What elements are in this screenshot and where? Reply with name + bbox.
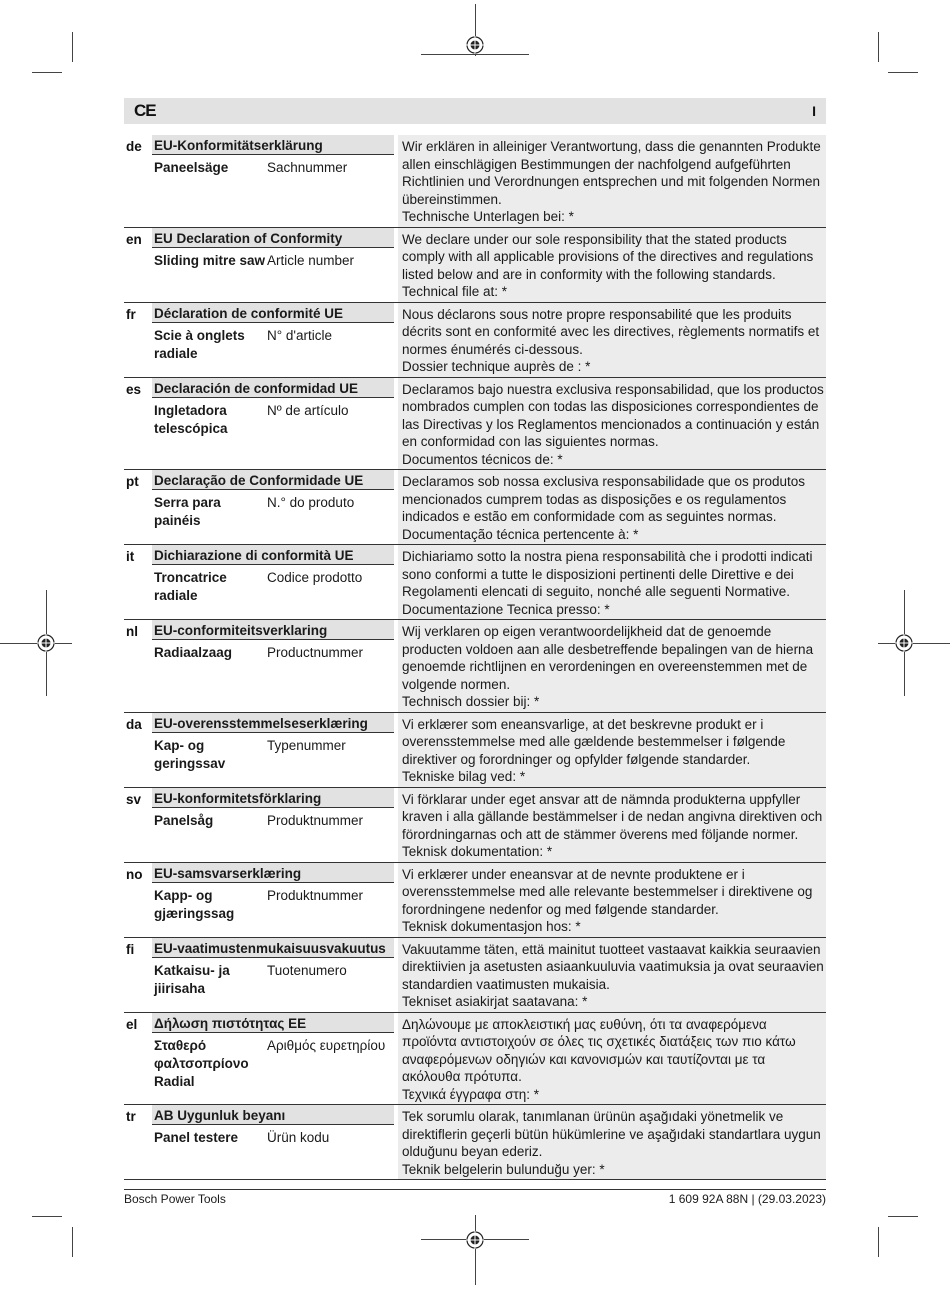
technical-file-text: Documentos técnicos de: * [402,451,563,467]
product-line [152,1125,394,1153]
product-line [152,248,394,276]
declaration-title: Déclaration de conformité UE [152,303,394,323]
language-code: en [126,231,142,247]
declaration-row [124,135,826,228]
declaration-table [124,135,826,1180]
declaration-text-block [398,863,826,937]
declaration-title: EU-overensstemmelseserklæring [152,713,394,733]
declaration-left [152,378,394,470]
declaration-text-block [398,303,826,377]
product-line [152,565,394,611]
declaration-text: Tek sorumlu olarak, tanımlanan ürünün aşağıdaki yönetmelik ve direktiflerin geçerli bütün hükümlerine ve aşağıdaki standartlara uygun olduğunu beyan ederiz. [402,1109,821,1159]
declaration-title: Dichiarazione di conformità UE [152,545,394,565]
declaration-text: Wij verklaren op eigen verantwoordelijkheid dat de genoemde producten voldoen aan alle desbetreffende bepalingen van de hierna genoemde richtlijnen en verordeningen en overeenstemmen met de volgende normen. [402,624,814,692]
footer-publisher: Bosch Power Tools [124,1192,226,1206]
declaration-text-block [398,713,826,787]
language-code: no [126,866,143,882]
product-line [152,640,394,668]
declaration-title: AB Uygunluk beyanı [152,1105,394,1125]
declaration-title: EU-conformiteitsverklaring [152,620,394,640]
declaration-row [124,545,826,620]
article-number-label: Tuotenumero [267,962,347,978]
registration-target-icon [466,1231,484,1249]
ce-mark-icon: CE [134,101,156,120]
product-line [152,490,394,536]
technical-file-text: Documentação técnica pertencente à: * [402,526,639,542]
declaration-text: Vi erklærer under eneansvar at de nevnte produktene er i overensstemmelse med alle relevante bestemmelser i direktivene og forordningene nedenfor og med følgende standarder. [402,866,813,917]
language-code: nl [126,624,138,639]
page-number: I [812,103,816,119]
product-name: Kap- og geringssav [154,737,226,771]
language-code: sv [126,791,142,807]
declaration-text: Dichiariamo sotto la nostra piena responsabilità che i prodotti indicati sono conformi a tutte le disposizioni pertinenti delle Direttive e dei Regolamenti elencati di seguito, nonché alle seguenti Normative. [402,549,813,599]
article-number-label: Produktnummer [267,887,364,903]
crop-mark [32,72,62,73]
declaration-text-block [398,545,826,619]
product-name: Σταθερό φαλτσοπρίονο Radial [154,1037,249,1089]
footer-divider [124,1189,826,1190]
language-code: fr [126,306,136,322]
article-number-label: Ürün kodu [267,1130,330,1145]
article-number-label: N° d'article [267,327,332,343]
declaration-text-block [398,620,826,712]
product-line [152,733,394,779]
declaration-row [124,938,826,1013]
technical-file-text: Dossier technique auprès de : * [402,359,591,374]
technical-file-text: Teknisk dokumentasjon hos: * [402,919,581,934]
registration-target-icon [895,634,913,652]
product-line [152,155,394,183]
declaration-title: Declaração de Conformidade UE [152,470,394,490]
declaration-left [152,863,394,937]
declaration-text-block [398,470,826,544]
technical-file-text: Technisch dossier bij: * [402,694,540,709]
language-code: el [126,1016,138,1032]
declaration-title: EU Declaration of Conformity [152,228,394,248]
product-name: Scie à onglets radiale [154,327,245,361]
registration-target-icon [466,36,484,54]
article-number-label: Produktnummer [267,812,364,828]
registration-line [0,643,72,644]
declaration-text-block [398,1105,826,1179]
declaration-text: Nous déclarons sous notre propre responsabilité que les produits décrits sont en conformité avec les directives, règlements normatifs et normes énumérés ci-dessous. [402,306,820,357]
product-name: Panel testere [154,1130,239,1145]
declaration-left [152,470,394,544]
declaration-title: EU-Konformitätserklärung [152,135,394,155]
registration-line [878,643,950,644]
declaration-title: EU-samsvarserklæring [152,863,394,883]
technical-file-text: Tekniset asiakirjat saatavana: * [402,994,588,1009]
declaration-left [152,788,394,862]
language-code: tr [126,1109,136,1124]
page-header [124,98,826,124]
declaration-row [124,228,826,303]
crop-mark [878,32,879,62]
article-number-label: Αριθμός ευρετηρίου [267,1037,386,1053]
declaration-row [124,788,826,863]
declaration-row [124,378,826,471]
technical-file-text: Teknik belgelerin bulunduğu yer: * [402,1161,605,1177]
declaration-text-block [398,938,826,1012]
declaration-left [152,135,394,227]
article-number-label: Article number [267,252,355,268]
declaration-left [152,713,394,787]
declaration-text: Declaramos bajo nuestra exclusiva responsabilidad, que los productos nombrados cumplen con todas las disposiciones correspondientes de las Directivas y los Reglamentos mencionados a continuación y están en conformidad con las siguientes normas. [402,381,824,449]
declaration-text: Vi erklærer som eneansvarlige, at det beskrevne produkt er i overensstemmelse med alle gældende bestemmelser i følgende direktiver og forordninger og opfylder følgende standarder. [402,716,786,767]
technical-file-text: Documentazione Tecnica presso: * [402,601,610,617]
technical-file-text: Tekniske bilag ved: * [402,769,526,784]
product-name: Radiaalzaag [154,645,233,660]
crop-mark [888,72,918,73]
declaration-row [124,470,826,545]
declaration-title: Declaración de conformidad UE [152,378,394,398]
declaration-row [124,863,826,938]
technical-file-text: Technical file at: * [402,284,508,299]
declaration-text-block [398,228,826,302]
declaration-title: EU-vaatimustenmukaisuusvakuutus [152,938,394,958]
crop-mark [32,1216,62,1217]
declaration-row [124,1105,826,1180]
declaration-text-block [398,378,826,470]
product-line [152,398,394,444]
footer-doc-number: 1 609 92A 88N | (29.03.2023) [668,1192,826,1206]
article-number-label: Typenummer [267,737,346,753]
article-number-label: Codice prodotto [267,570,363,585]
product-name: Troncatrice radiale [154,570,227,603]
language-code: da [126,716,142,732]
declaration-left [152,620,394,712]
technical-file-text: Technische Unterlagen bei: * [402,209,574,224]
crop-mark [72,32,73,62]
language-code: fi [126,941,135,957]
declaration-left [152,1105,394,1179]
crop-mark [878,1227,879,1257]
product-line [152,323,394,369]
technical-file-text: Teknisk dokumentation: * [402,844,553,859]
product-name: Panelsåg [154,812,214,828]
declaration-left [152,228,394,302]
declaration-left [152,545,394,619]
article-number-label: Nº de artículo [267,402,349,418]
declaration-text: We declare under our sole responsibility that the stated products comply with all applicable provisions of the directives and regulations listed below and are in conformity with the following standards. [402,231,814,282]
article-number-label: Productnummer [267,645,364,660]
product-line [152,808,394,836]
declaration-text: Wir erklären in alleiniger Verantwortung, dass die genannten Produkte allen einschlägigen Bestimmungen der nachfolgend aufgeführten Richtlinien und Verordnungen entsprechen und mit folgenden Normen übereinstimmen. [402,139,821,207]
declaration-row [124,620,826,713]
declaration-row [124,713,826,788]
product-name: Katkaisu- ja jiirisaha [154,962,230,996]
language-code: es [126,381,142,397]
crop-mark [72,1227,73,1257]
registration-line [475,1215,476,1285]
registration-line [421,54,529,55]
declaration-text-block [398,788,826,862]
declaration-text: Vi förklarar under eget ansvar att de nämnda produkterna uppfyller kraven i alla gällande bestämmelser i de nedan angivna direktiven och förordningarnas och att de stämmer överens med följande normer. [402,791,823,842]
declaration-title: Δήλωση πιστότητας ΕΕ [152,1013,394,1033]
product-line [152,883,394,929]
article-number-label: N.° do produto [267,495,355,510]
registration-target-icon [37,634,55,652]
declaration-text-block [398,135,826,227]
product-line [152,958,394,1004]
declaration-text-block [398,1013,826,1105]
crop-mark [888,1216,918,1217]
product-line [152,1033,394,1097]
declaration-left [152,1013,394,1105]
product-name: Sliding mitre saw [154,252,266,268]
declaration-left [152,938,394,1012]
declaration-left [152,303,394,377]
technical-file-text: Τεχνικά έγγραφα στη: * [402,1086,539,1102]
declaration-text: Δηλώνουμε με αποκλειστική μας ευθύνη, ότι τα αναφερόμενα προϊόντα αντιστοιχούν σε όλες τις σχετικές διατάξεις των πιο κάτω αναφερόμενων οδηγιών και κανονισμών και ταυτίζονται με τα ακόλουθα πρότυπα. [402,1016,796,1084]
product-name: Ingletadora telescópica [154,402,228,436]
declaration-text: Vakuutamme täten, että mainitut tuotteet vastaavat kaikkia seuraavien direktiivien ja asetusten asiaankuuluvia vaatimuksia ja ovat seuraavien standardien vaatimusten mukaisia. [402,941,824,992]
article-number-label: Sachnummer [267,160,348,175]
declaration-title: EU-konformitetsförklaring [152,788,394,808]
declaration-row [124,1013,826,1106]
product-name: Kapp- og gjæringssag [154,887,235,921]
declaration-text: Declaramos sob nossa exclusiva responsabilidade que os produtos mencionados cumprem todas as disposições e os regulamentos indicados e estão em conformidade com as seguintes normas. [402,474,805,524]
language-code: it [126,549,135,564]
language-code: de [126,139,142,154]
product-name: Serra para painéis [154,495,221,528]
product-name: Paneelsäge [154,160,229,175]
declaration-row [124,303,826,378]
language-code: pt [126,474,139,489]
